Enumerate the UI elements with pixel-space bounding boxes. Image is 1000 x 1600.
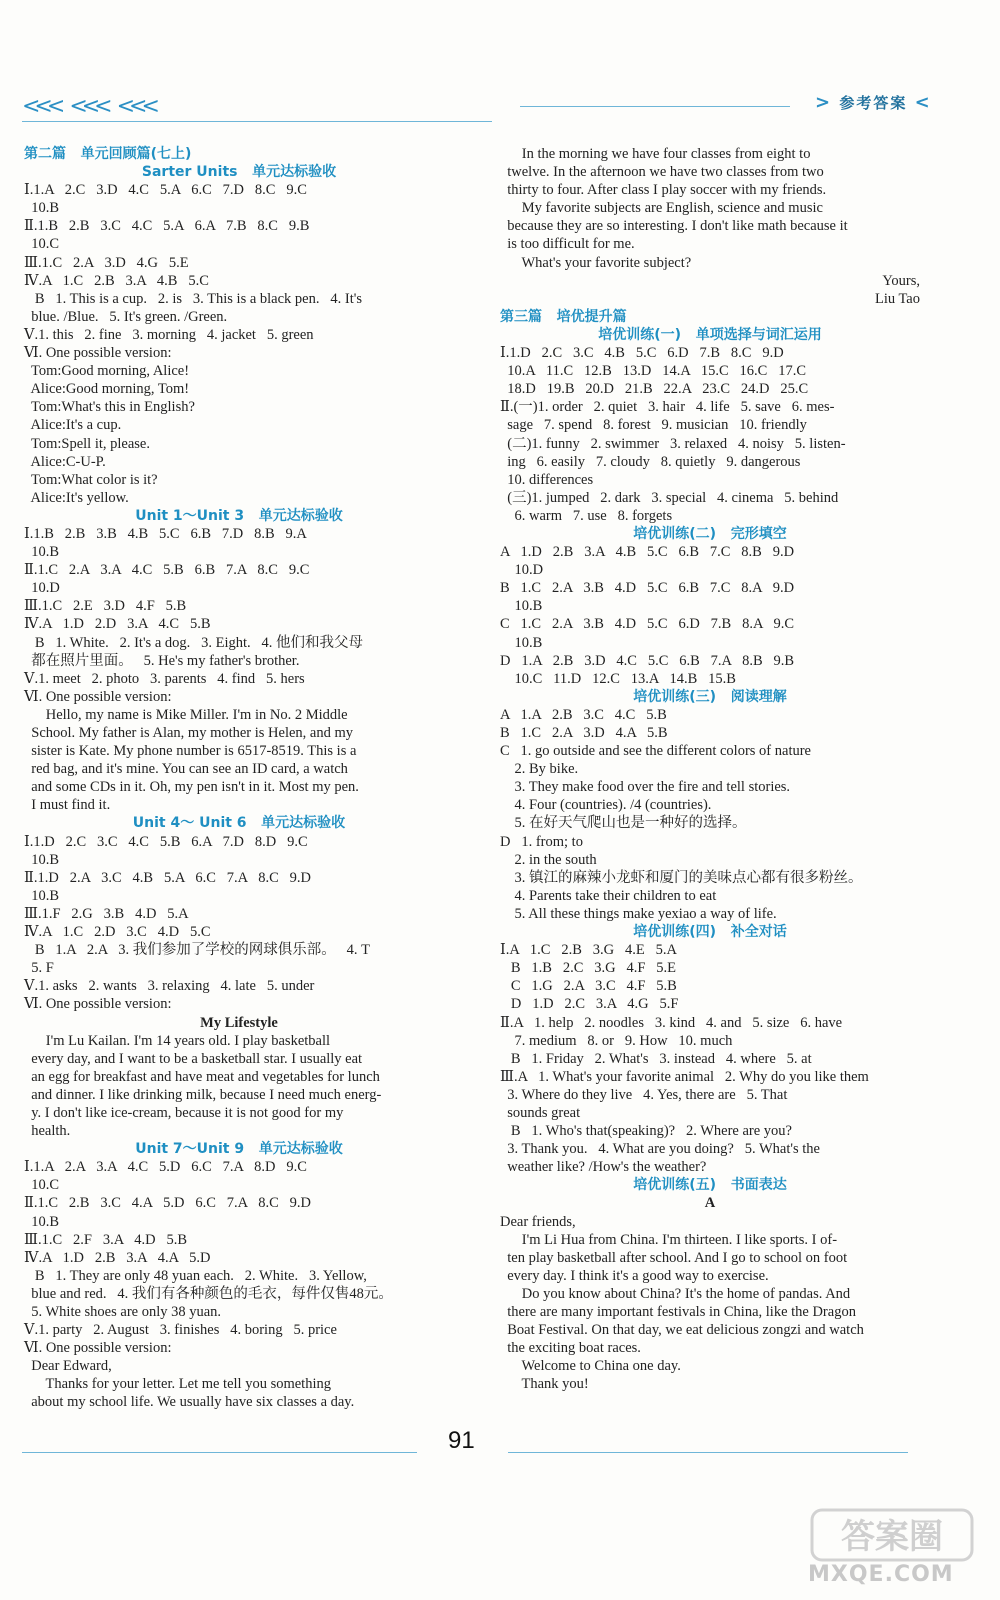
- answer-line: ing 6. easily 7. cloudy 8. quietly 9. dangerous: [500, 453, 801, 470]
- left-column: [24, 145, 454, 1412]
- answer-line: 5. 在好天气爬山也是一种好的选择。: [500, 815, 747, 832]
- answer-line: A 1.A 2.B 3.C 4.C 5.B: [500, 706, 667, 723]
- answer-line: Ⅴ.1. party 2. August 3. finishes 4. boring 5. price: [24, 1322, 337, 1339]
- answer-line: B 1.C 2.A 3.B 4.D 5.C 6.B 7.C 8.A 9.D: [500, 580, 795, 597]
- answer-line: thirty to four. After class I play soccer with my friends.: [500, 182, 827, 199]
- answer-line: Ⅵ. One possible version:: [24, 345, 172, 362]
- answer-line: Ⅳ.A 1.C 2.B 3.A 4.B 5.C: [24, 272, 209, 289]
- answer-line: Alice:It's yellow.: [24, 489, 129, 506]
- answer-line: Ⅵ. One possible version:: [24, 1340, 172, 1357]
- answer-line: Ⅱ.(一)1. order 2. quiet 3. hair 4. life 5. save 6. mes-: [500, 399, 835, 416]
- answer-line: 5. F: [24, 960, 54, 977]
- header-title: [815, 94, 932, 112]
- answer-line: Ⅱ.1.C 2.B 3.C 4.A 5.D 6.C 7.A 8.C 9.D: [24, 1195, 311, 1212]
- answer-line: every day. I think it's a good way to exercise.: [500, 1267, 769, 1284]
- answer-line: Ⅴ.1. this 2. fine 3. morning 4. jacket 5. green: [24, 326, 314, 343]
- answer-line: every day, and I want to be a basketball star. I usually eat: [24, 1050, 363, 1067]
- answer-line: I'm Li Hua from China. I'm thirteen. I like sports. I of-: [500, 1231, 838, 1248]
- answer-line: (三)1. jumped 2. dark 3. special 4. cinema 5. behind: [500, 489, 839, 506]
- answer-line: Ⅰ.1.B 2.B 3.B 4.B 5.C 6.B 7.D 8.B 9.A: [24, 525, 307, 542]
- answer-line: about my school life. We usually have six classes a day.: [24, 1394, 355, 1411]
- answer-line: 5. White shoes are only 38 yuan.: [24, 1304, 222, 1320]
- answer-line: Ⅰ.1.A 2.A 3.A 4.C 5.D 6.C 7.A 8.D 9.C: [24, 1159, 307, 1176]
- answer-line: because they are so interesting. I don't like math because it: [500, 218, 848, 235]
- answer-line: weather like? /How's the weather?: [500, 1159, 707, 1176]
- section-heading: Unit 1～Unit 3 单元达标验收: [135, 507, 343, 524]
- answer-line: Thank you!: [500, 1376, 589, 1393]
- section-heading: 培优训练(四) 补全对话: [633, 924, 787, 941]
- answer-line: Ⅵ. One possible version:: [24, 996, 172, 1013]
- page-header: [0, 0, 1000, 140]
- answer-line: Ⅵ. One possible version:: [24, 688, 172, 705]
- answer-line: 3. They make food over the fire and tell stories.: [500, 779, 791, 796]
- answer-line: 7. medium 8. or 9. How 10. much: [500, 1032, 733, 1049]
- answer-line: What's your favorite subject?: [500, 254, 692, 271]
- section-heading: Unit 7～Unit 9 单元达标验收: [135, 1141, 343, 1158]
- answer-line: Alice:Good morning, Tom!: [24, 381, 190, 398]
- answer-line: the exciting boat races.: [500, 1340, 641, 1357]
- answer-line: C 1. go outside and see the different colors of nature: [500, 743, 811, 760]
- answer-line: Ⅴ.1. meet 2. photo 3. parents 4. find 5. hers: [24, 670, 305, 687]
- section-heading: Unit 4～ Unit 6 单元达标验收: [132, 815, 346, 832]
- answer-line: is too difficult for me.: [500, 236, 635, 253]
- answer-line: Tom:What color is it?: [24, 471, 158, 488]
- header-title-text: 参考答案: [839, 94, 908, 112]
- answer-line: A: [704, 1195, 716, 1212]
- answer-line: B 1. They are only 48 yuan each. 2. White. 3. Yellow,: [24, 1267, 367, 1284]
- answer-line: 都在照片里面。 5. He's my father's brother.: [24, 652, 300, 669]
- section-heading: 培优训练(三) 阅读理解: [633, 688, 787, 705]
- answer-line: Ⅱ.1.C 2.A 3.A 4.C 5.B 6.B 7.A 8.C 9.C: [24, 562, 310, 579]
- answer-line: sister is Kate. My phone number is 6517-8519. This is a: [24, 743, 357, 760]
- answer-line: red bag, and it's mine. You can see an ID card, a watch: [24, 761, 348, 778]
- answer-line: and some CDs in it. Oh, my pen isn't in it. Most my pen.: [24, 779, 359, 796]
- answer-line: 10.D: [24, 580, 60, 597]
- answer-line: Tom:What's this in English?: [24, 399, 195, 416]
- answer-line: Welcome to China one day.: [500, 1358, 681, 1375]
- answer-line: Alice:C-U-P.: [24, 453, 106, 470]
- answer-line: sounds great: [500, 1104, 581, 1121]
- answer-line: My favorite subjects are English, science and music: [500, 200, 823, 217]
- answer-line: 3. Thank you. 4. What are you doing? 5. What's the: [500, 1141, 820, 1158]
- answer-line: 10.B: [24, 851, 60, 868]
- answer-line: B 1.C 2.A 3.D 4.A 5.B: [500, 725, 668, 741]
- answer-line: (二)1. funny 2. swimmer 3. relaxed 4. noisy 5. listen-: [500, 435, 846, 452]
- answer-line: 2. in the south: [500, 851, 597, 868]
- answer-line: 10.D: [500, 562, 544, 579]
- answer-line: blue and red. 4. 我们有各种颜色的毛衣，每件仅售48元。: [24, 1285, 393, 1302]
- page-number: 91: [448, 1427, 475, 1454]
- answer-line: an egg for breakfast and have meat and vegetables for lunch: [24, 1068, 380, 1085]
- answer-line: 10.B: [500, 598, 543, 615]
- answer-line: blue. /Blue. 5. It's green. /Green.: [24, 308, 228, 325]
- chevron-left-icon: <: [914, 92, 932, 113]
- answer-line: Ⅱ.A 1. help 2. noodles 3. kind 4. and 5. size 6. have: [500, 1014, 843, 1031]
- answer-line: Ⅰ.1.A 2.C 3.D 4.C 5.A 6.C 7.D 8.C 9.C: [24, 182, 307, 199]
- header-rule-top: [520, 106, 790, 107]
- answer-line: D 1. from; to: [500, 833, 583, 850]
- answer-line: health.: [24, 1123, 71, 1140]
- answer-line: and dinner. I like drinking milk, because I need much energ-: [24, 1086, 382, 1103]
- answer-line: Tom:Good morning, Alice!: [24, 363, 190, 380]
- answer-line: Ⅱ.1.D 2.A 3.C 4.B 5.A 6.C 7.A 8.C 9.D: [24, 869, 311, 886]
- answer-line: D 1.A 2.B 3.D 4.C 5.C 6.B 7.A 8.B 9.B: [500, 652, 795, 669]
- answer-line: Dear Edward,: [24, 1358, 112, 1375]
- answer-line: Ⅲ.1.C 2.F 3.A 4.D 5.B: [24, 1231, 188, 1248]
- answer-line: ten play basketball after school. And I go to school on foot: [500, 1249, 848, 1266]
- answer-line: B 1. This is a cup. 2. is 3. This is a black pen. 4. It's: [24, 290, 362, 307]
- answer-line: 5. All these things make yexiao a way of life.: [500, 905, 777, 922]
- answer-line: Ⅰ.1.D 2.C 3.C 4.C 5.B 6.A 7.D 8.D 9.C: [24, 833, 308, 850]
- answer-line: Thanks for your letter. Let me tell you something: [24, 1376, 331, 1393]
- watermark-site: MXQE.COM: [808, 1562, 954, 1587]
- section-heading: Sarter Units 单元达标验收: [141, 164, 337, 181]
- answer-line: Liu Tao: [874, 290, 920, 307]
- answer-line: 4. Parents take their children to eat: [500, 887, 717, 904]
- answer-line: 4. Four (countries). /4 (countries).: [500, 797, 712, 814]
- answer-line: 2. By bike.: [500, 761, 579, 778]
- answer-line: Yours,: [882, 272, 920, 289]
- answer-line: Ⅲ.1.C 2.E 3.D 4.F 5.B: [24, 598, 187, 615]
- answer-line: B 1.B 2.C 3.G 4.F 5.E: [500, 960, 677, 977]
- answer-line: My Lifestyle: [200, 1014, 278, 1031]
- answer-line: School. My father is Alan, my mother is Helen, and my: [24, 725, 354, 741]
- answer-line: 3. Where do they live 4. Yes, there are 5. That: [500, 1086, 788, 1103]
- section-heading: 培优训练(二) 完形填空: [633, 525, 787, 542]
- answer-line: I must find it.: [24, 797, 111, 814]
- answer-line: 10. differences: [500, 471, 594, 488]
- answer-line: 3. 镇江的麻辣小龙虾和厦门的美味点心都有很多粉丝。: [500, 869, 863, 886]
- answer-line: sage 7. spend 8. forest 9. musician 10. friendly: [500, 417, 807, 434]
- answer-line: B 1.A 2.A 3. 我们参加了学校的网球俱乐部。 4. T: [24, 942, 370, 959]
- answer-line: 10.C: [24, 1177, 60, 1194]
- header-chevrons-icon: <<< <<< <<<: [22, 94, 154, 119]
- answer-line: 10.B: [500, 634, 543, 651]
- answer-line: 10.B: [24, 1213, 60, 1230]
- answer-line: Ⅲ.A 1. What's your favorite animal 2. Why do you like them: [500, 1068, 869, 1085]
- answer-line: Ⅳ.A 1.D 2.B 3.A 4.A 5.D: [24, 1249, 211, 1266]
- answer-line: B 1. Who's that(speaking)? 2. Where are you?: [500, 1123, 792, 1140]
- answer-line: Do you know about China? It's the home of pandas. And: [500, 1285, 851, 1302]
- answer-line: y. I don't like ice-cream, because it is not good for my: [24, 1104, 344, 1121]
- answer-line: Ⅰ.A 1.C 2.B 3.G 4.E 5.A: [500, 942, 677, 959]
- answer-line: Ⅴ.1. asks 2. wants 3. relaxing 4. late 5. under: [24, 978, 315, 995]
- answer-line: 10.B: [24, 887, 60, 904]
- answer-line: Hello, my name is Mike Miller. I'm in No. 2 Middle: [24, 706, 348, 723]
- answer-line: B 1. White. 2. It's a dog. 3. Eight. 4. 他们和我父母: [24, 634, 364, 651]
- answer-line: 6. warm 7. use 8. forgets: [500, 507, 673, 524]
- section-heading: 第三篇 培优提升篇: [500, 308, 627, 325]
- answer-line: 10.A 11.C 12.B 13.D 14.A 15.C 16.C 17.C: [500, 363, 807, 380]
- footer-rule-right: [508, 1452, 908, 1453]
- watermark-logo-text: 答案圈: [841, 1517, 943, 1557]
- right-column: [500, 145, 920, 1393]
- answer-line: Dear friends,: [500, 1213, 576, 1230]
- answer-line: 10.C: [24, 236, 60, 253]
- answer-line: Ⅱ.1.B 2.B 3.C 4.C 5.A 6.A 7.B 8.C 9.B: [24, 218, 310, 235]
- answer-line: Ⅰ.1.D 2.C 3.C 4.B 5.C 6.D 7.B 8.C 9.D: [500, 345, 784, 362]
- answer-line: Tom:Spell it, please.: [24, 435, 150, 452]
- answer-line: I'm Lu Kailan. I'm 14 years old. I play basketball: [24, 1032, 331, 1049]
- answer-line: C 1.G 2.A 3.C 4.F 5.B: [500, 978, 677, 995]
- answer-line: C 1.C 2.A 3.B 4.D 5.C 6.D 7.B 8.A 9.C: [500, 616, 795, 633]
- section-heading: 培优训练(五) 书面表达: [633, 1177, 787, 1194]
- answer-line: there are many important festivals in China, like the Dragon: [500, 1304, 856, 1320]
- answer-line: 10.C 11.D 12.C 13.A 14.B 15.B: [500, 670, 736, 687]
- answer-line: Ⅲ.1.F 2.G 3.B 4.D 5.A: [24, 905, 189, 922]
- answer-line: Boat Festival. On that day, we eat delicious zongzi and watch: [500, 1322, 864, 1339]
- answer-line: Ⅲ.1.C 2.A 3.D 4.G 5.E: [24, 254, 189, 271]
- answer-line: B 1. Friday 2. What's 3. instead 4. where 5. at: [500, 1050, 812, 1067]
- header-rule-left: [22, 121, 492, 122]
- answer-line: Alice:It's a cup.: [24, 417, 122, 434]
- answer-line: 10.B: [24, 200, 60, 217]
- answer-line: In the morning we have four classes from eight to: [500, 146, 811, 162]
- chevron-right-icon: >: [815, 92, 833, 113]
- answer-line: 18.D 19.B 20.D 21.B 22.A 23.C 24.D 25.C: [500, 381, 809, 398]
- answer-line: Ⅳ.A 1.D 2.D 3.A 4.C 5.B: [24, 616, 211, 633]
- answer-line: D 1.D 2.C 3.A 4.G 5.F: [500, 996, 679, 1013]
- answer-line: twelve. In the afternoon we have two classes from two: [500, 164, 824, 181]
- section-heading: 培优训练(一) 单项选择与词汇运用: [598, 326, 822, 343]
- answer-line: A 1.D 2.B 3.A 4.B 5.C 6.B 7.C 8.B 9.D: [500, 544, 795, 561]
- section-heading: 第二篇 单元回顾篇(七上): [24, 146, 192, 162]
- answer-line: 10.B: [24, 544, 60, 561]
- answer-line: Ⅳ.A 1.C 2.D 3.C 4.D 5.C: [24, 924, 211, 941]
- footer-rule-left: [22, 1452, 417, 1453]
